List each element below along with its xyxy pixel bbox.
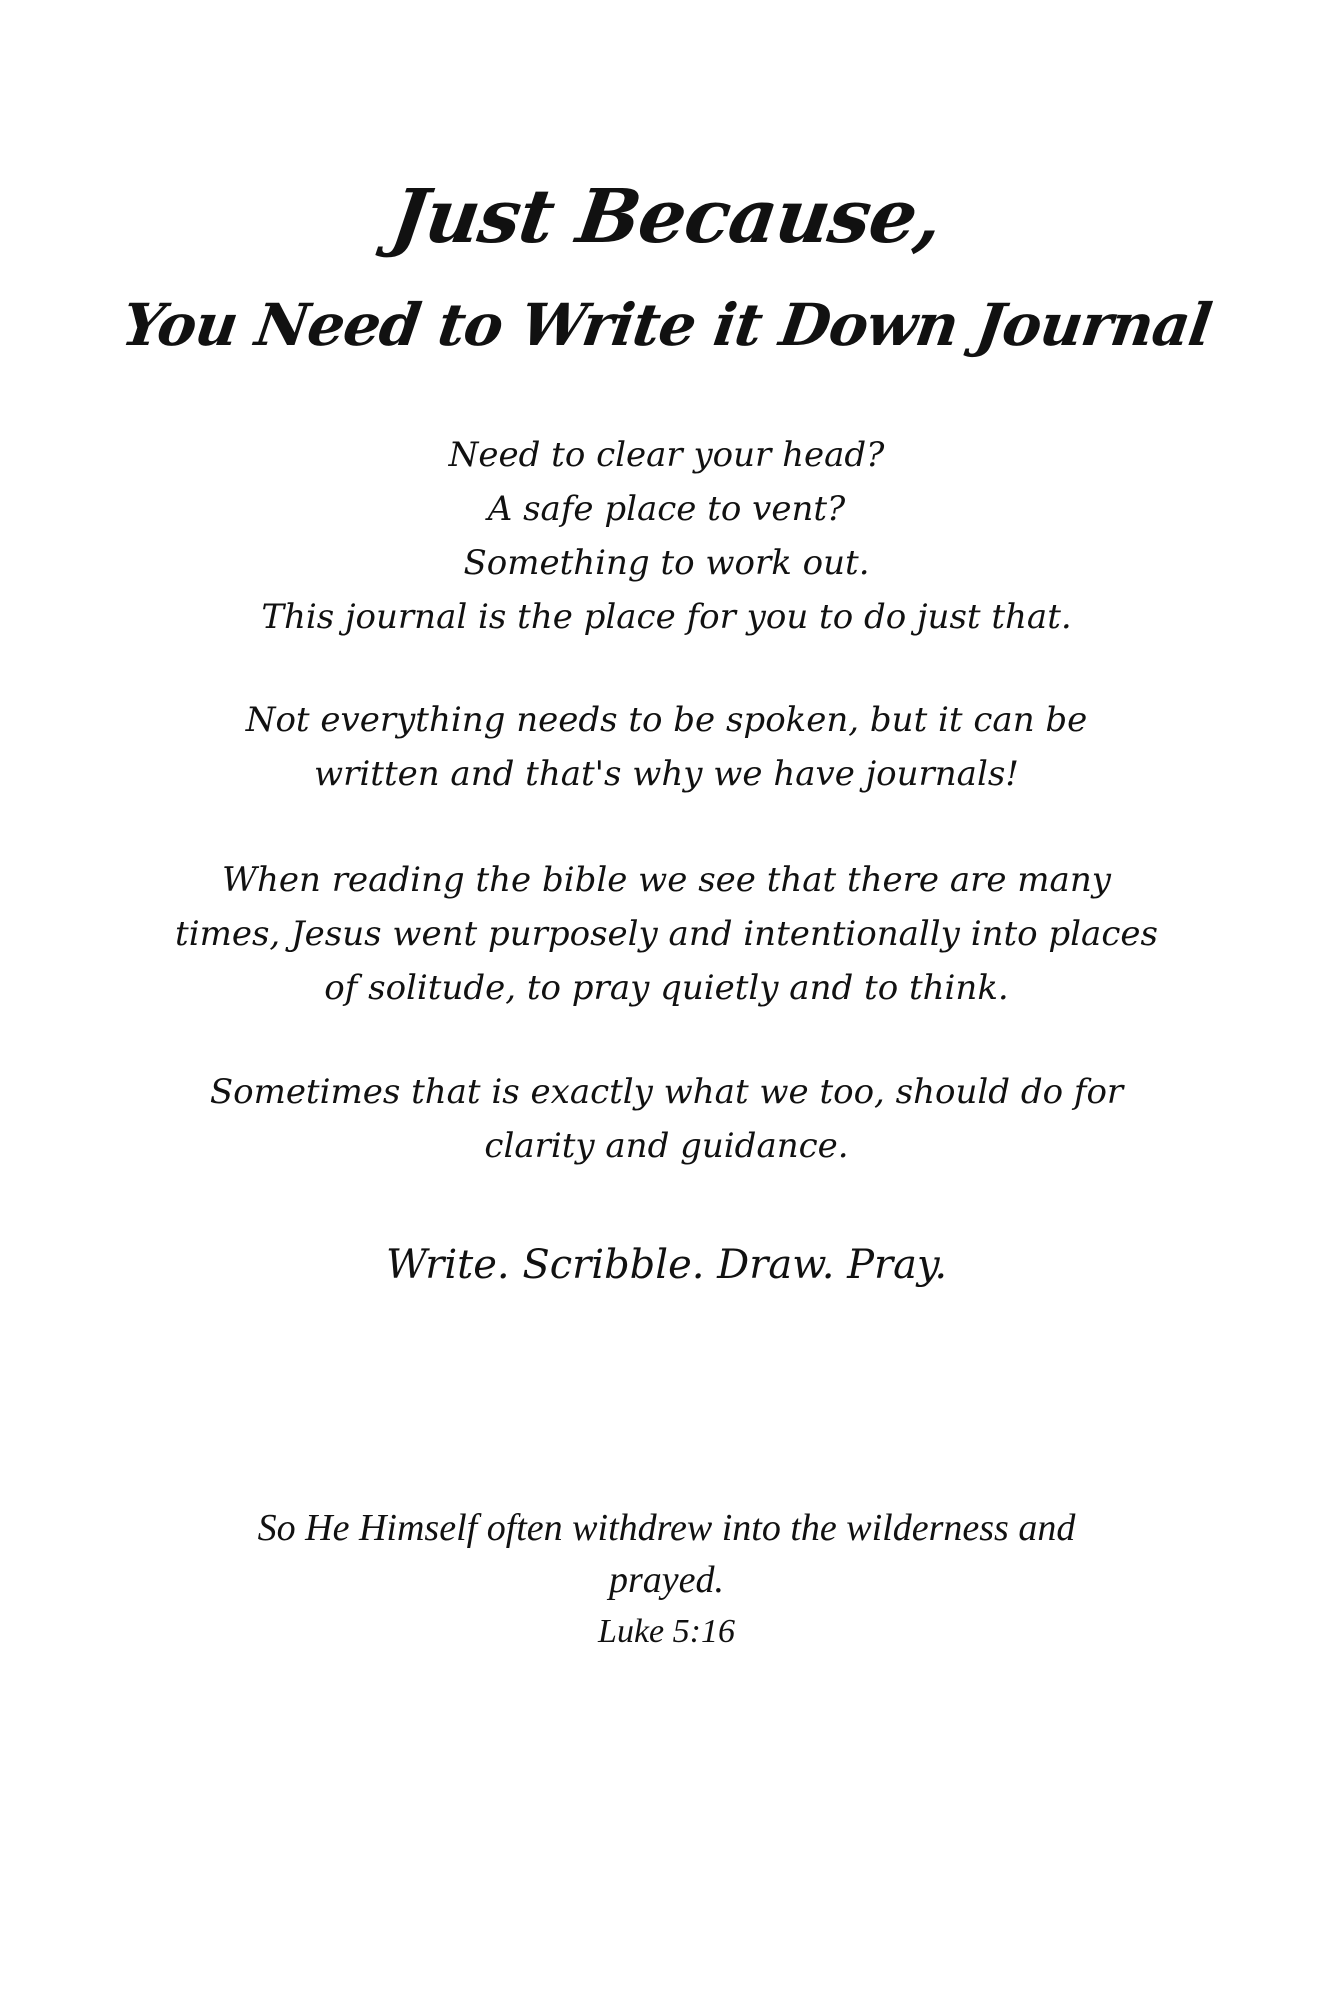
- intro-line: Need to clear your head?: [448, 435, 885, 475]
- intro-line: Something to work out.: [463, 543, 870, 583]
- scripture-verse: [200, 1502, 1133, 1658]
- paragraph-line: written and that's why we have journals!: [314, 754, 1019, 794]
- paragraph-clarity: [140, 1065, 1193, 1173]
- paragraph-line: When reading the bible we see that there are many: [222, 860, 1111, 900]
- intro-block: [140, 428, 1193, 644]
- paragraph-line: times, Jesus went purposely and intentionally into places: [175, 914, 1158, 954]
- verse-reference: Luke 5:16: [598, 1613, 735, 1650]
- verse-line: prayed.: [608, 1559, 725, 1601]
- paragraph-line: clarity and guidance.: [484, 1126, 849, 1166]
- paragraph-spoken: [140, 693, 1193, 801]
- intro-line: This journal is the place for you to do just that.: [261, 597, 1072, 637]
- paragraph-line: Sometimes that is exactly what we too, should do for: [209, 1072, 1124, 1112]
- paragraph-line: of solitude, to pray quietly and to think.: [324, 968, 1009, 1008]
- verse-line: So He Himself often withdrew into the wilderness and: [257, 1507, 1076, 1549]
- title-line-1: Just Because,: [386, 174, 947, 260]
- paragraph-bible: [140, 853, 1193, 1015]
- paragraph-line: Not everything needs to be spoken, but it can be: [245, 700, 1088, 740]
- title-line-2: You Need to Write it Down Journal: [117, 291, 1216, 359]
- intro-line: A safe place to vent?: [487, 489, 846, 529]
- tagline: Write. Scribble. Draw. Pray.: [385, 1242, 948, 1288]
